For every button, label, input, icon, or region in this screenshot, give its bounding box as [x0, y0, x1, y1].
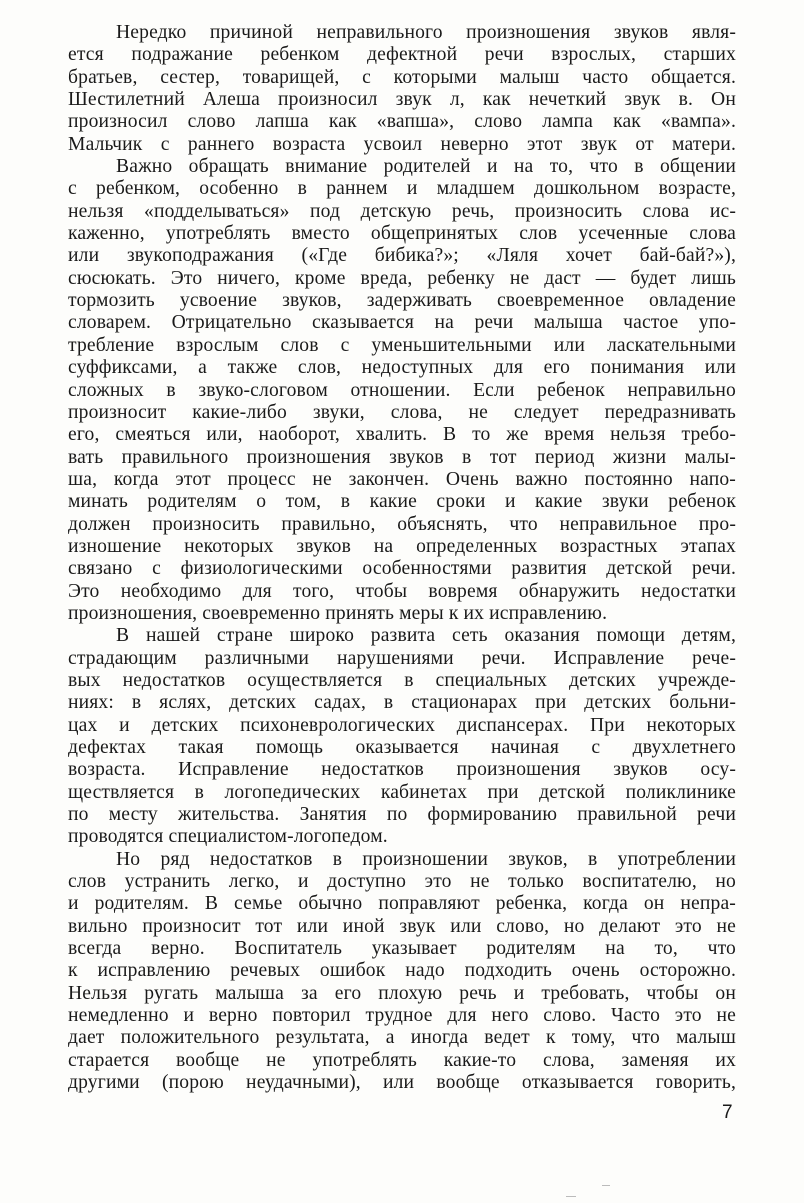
text-line: дает положительного результата, а иногда ведет к тому, что малыш: [68, 1027, 736, 1049]
text-line: к исправлению речевых ошибок надо подходить очень осторожно.: [68, 960, 736, 982]
body-text: [68, 22, 736, 1095]
text-line: сюсюкать. Это ничего, кроме вреда, ребенку не даст — будет лишь: [68, 267, 736, 289]
text-line: словарем. Отрицательно сказывается на речи малыша частое упо-: [68, 312, 736, 334]
text-line: минать родителям о том, в какие сроки и какие звуки ребенок: [68, 491, 736, 513]
text-line: ша, когда этот процесс не закончен. Очень важно постоянно напо-: [68, 468, 736, 490]
text-line: Важно обращать внимание родителей и на то, что в общении: [116, 156, 736, 178]
text-line: Нередко причиной неправильного произношения звуков явля-: [116, 22, 736, 43]
text-line: произносил слово лапша как «вапша», слово лампа как «вампа».: [68, 111, 736, 133]
text-line: вильно произносит тот или иной звук или слово, но делают это не: [68, 915, 736, 937]
text-line: другими (порою неудачными), или вообще отказывается говорить,: [68, 1072, 736, 1094]
text-line: каженно, употреблять вместо общепринятых слов усеченные слова: [68, 223, 736, 245]
text-line: или звукоподражания («Где бибика?»; «Ляля хочет бай-бай?»),: [68, 245, 736, 267]
text-line: вых недостатков осуществляется в специальных детских учрежде-: [68, 669, 736, 691]
text-line: дефектах такая помощь оказывается начиная с двухлетнего: [68, 737, 736, 758]
text-line: ниях: в яслях, детских садах, в стационарах при детских больни-: [68, 692, 736, 714]
text-line: проводятся специалистом-логопедом.: [68, 826, 388, 848]
text-line: по месту жительства. Занятия по формированию правильной речи: [68, 804, 736, 826]
text-line: его, смеяться или, наоборот, хвалить. В то же время нельзя требо-: [68, 424, 736, 446]
text-line: Шестилетний Алеша произносил звук л, как нечеткий звук в. Он: [68, 89, 736, 111]
text-line: произносит какие-либо звуки, слова, не следует передразнивать: [68, 401, 736, 423]
text-line: суффиксами, а также слов, недоступных для его понимания или: [68, 357, 736, 379]
text-line: ществляется в логопедических кабинетах при детской поликлинике: [68, 781, 736, 803]
text-line: возраста. Исправление недостатков произношения звуков осу-: [68, 759, 736, 781]
text-line: Нельзя ругать малыша за его плохую речь и требовать, чтобы он: [68, 982, 736, 1004]
text-line: сложных в звуко-слоговом отношении. Если ребенок неправильно: [68, 379, 736, 401]
text-line: с ребенком, особенно в раннем и младшем дошкольном возрасте,: [68, 178, 736, 200]
text-line: Это необходимо для того, чтобы вовремя обнаружить недостатки: [68, 580, 736, 602]
text-line: связано с физиологическими особенностями развития детской речи.: [68, 558, 736, 580]
text-line: ется подражание ребенком дефектной речи взрослых, старших: [68, 44, 736, 66]
text-line: старается вообще не употреблять какие-то слова, заменяя их: [68, 1049, 736, 1071]
text-line: цах и детских психоневрологических диспансерах. При некоторых: [68, 714, 736, 736]
scan-mark: [566, 1196, 576, 1197]
text-line: изношение некоторых звуков на определенных возрастных этапах: [68, 535, 736, 557]
text-line: слов устранить легко, и доступно это не только воспитателю, но: [68, 871, 736, 893]
text-line: В нашей стране широко развита сеть оказания помощи детям,: [116, 625, 736, 647]
text-line: вать правильного произношения звуков в тот период жизни малы-: [68, 446, 736, 468]
text-line: всегда верно. Воспитатель указывает родителям на то, что: [68, 938, 736, 960]
text-line: должен произносить правильно, объяснять, что неправильное про-: [68, 513, 736, 535]
text-line: Но ряд недостатков в произношении звуков, в употреблении: [116, 848, 736, 870]
text-line: нельзя «подделываться» под детскую речь, произносить слова ис-: [68, 200, 736, 222]
scan-mark: [602, 1185, 610, 1186]
text-line: братьев, сестер, товарищей, с которыми малыш часто общается.: [68, 66, 736, 88]
text-line: и родителям. В семье обычно поправляют ребенка, когда он непра-: [68, 893, 736, 915]
text-line: Мальчик с раннего возраста усвоил неверно этот звук от матери.: [68, 133, 736, 155]
text-line: страдающим различными нарушениями речи. Исправление рече-: [68, 647, 736, 669]
text-line: произношения, своевременно принять меры к их исправлению.: [68, 602, 608, 624]
page-number: 7: [722, 1102, 733, 1123]
text-line: требление взрослым слов с уменьшительными или ласкательными: [68, 334, 736, 356]
text-line: немедленно и верно повторил трудное для него слово. Часто это не: [68, 1005, 736, 1027]
text-line: тормозить усвоение звуков, задерживать своевременное овладение: [68, 290, 736, 312]
